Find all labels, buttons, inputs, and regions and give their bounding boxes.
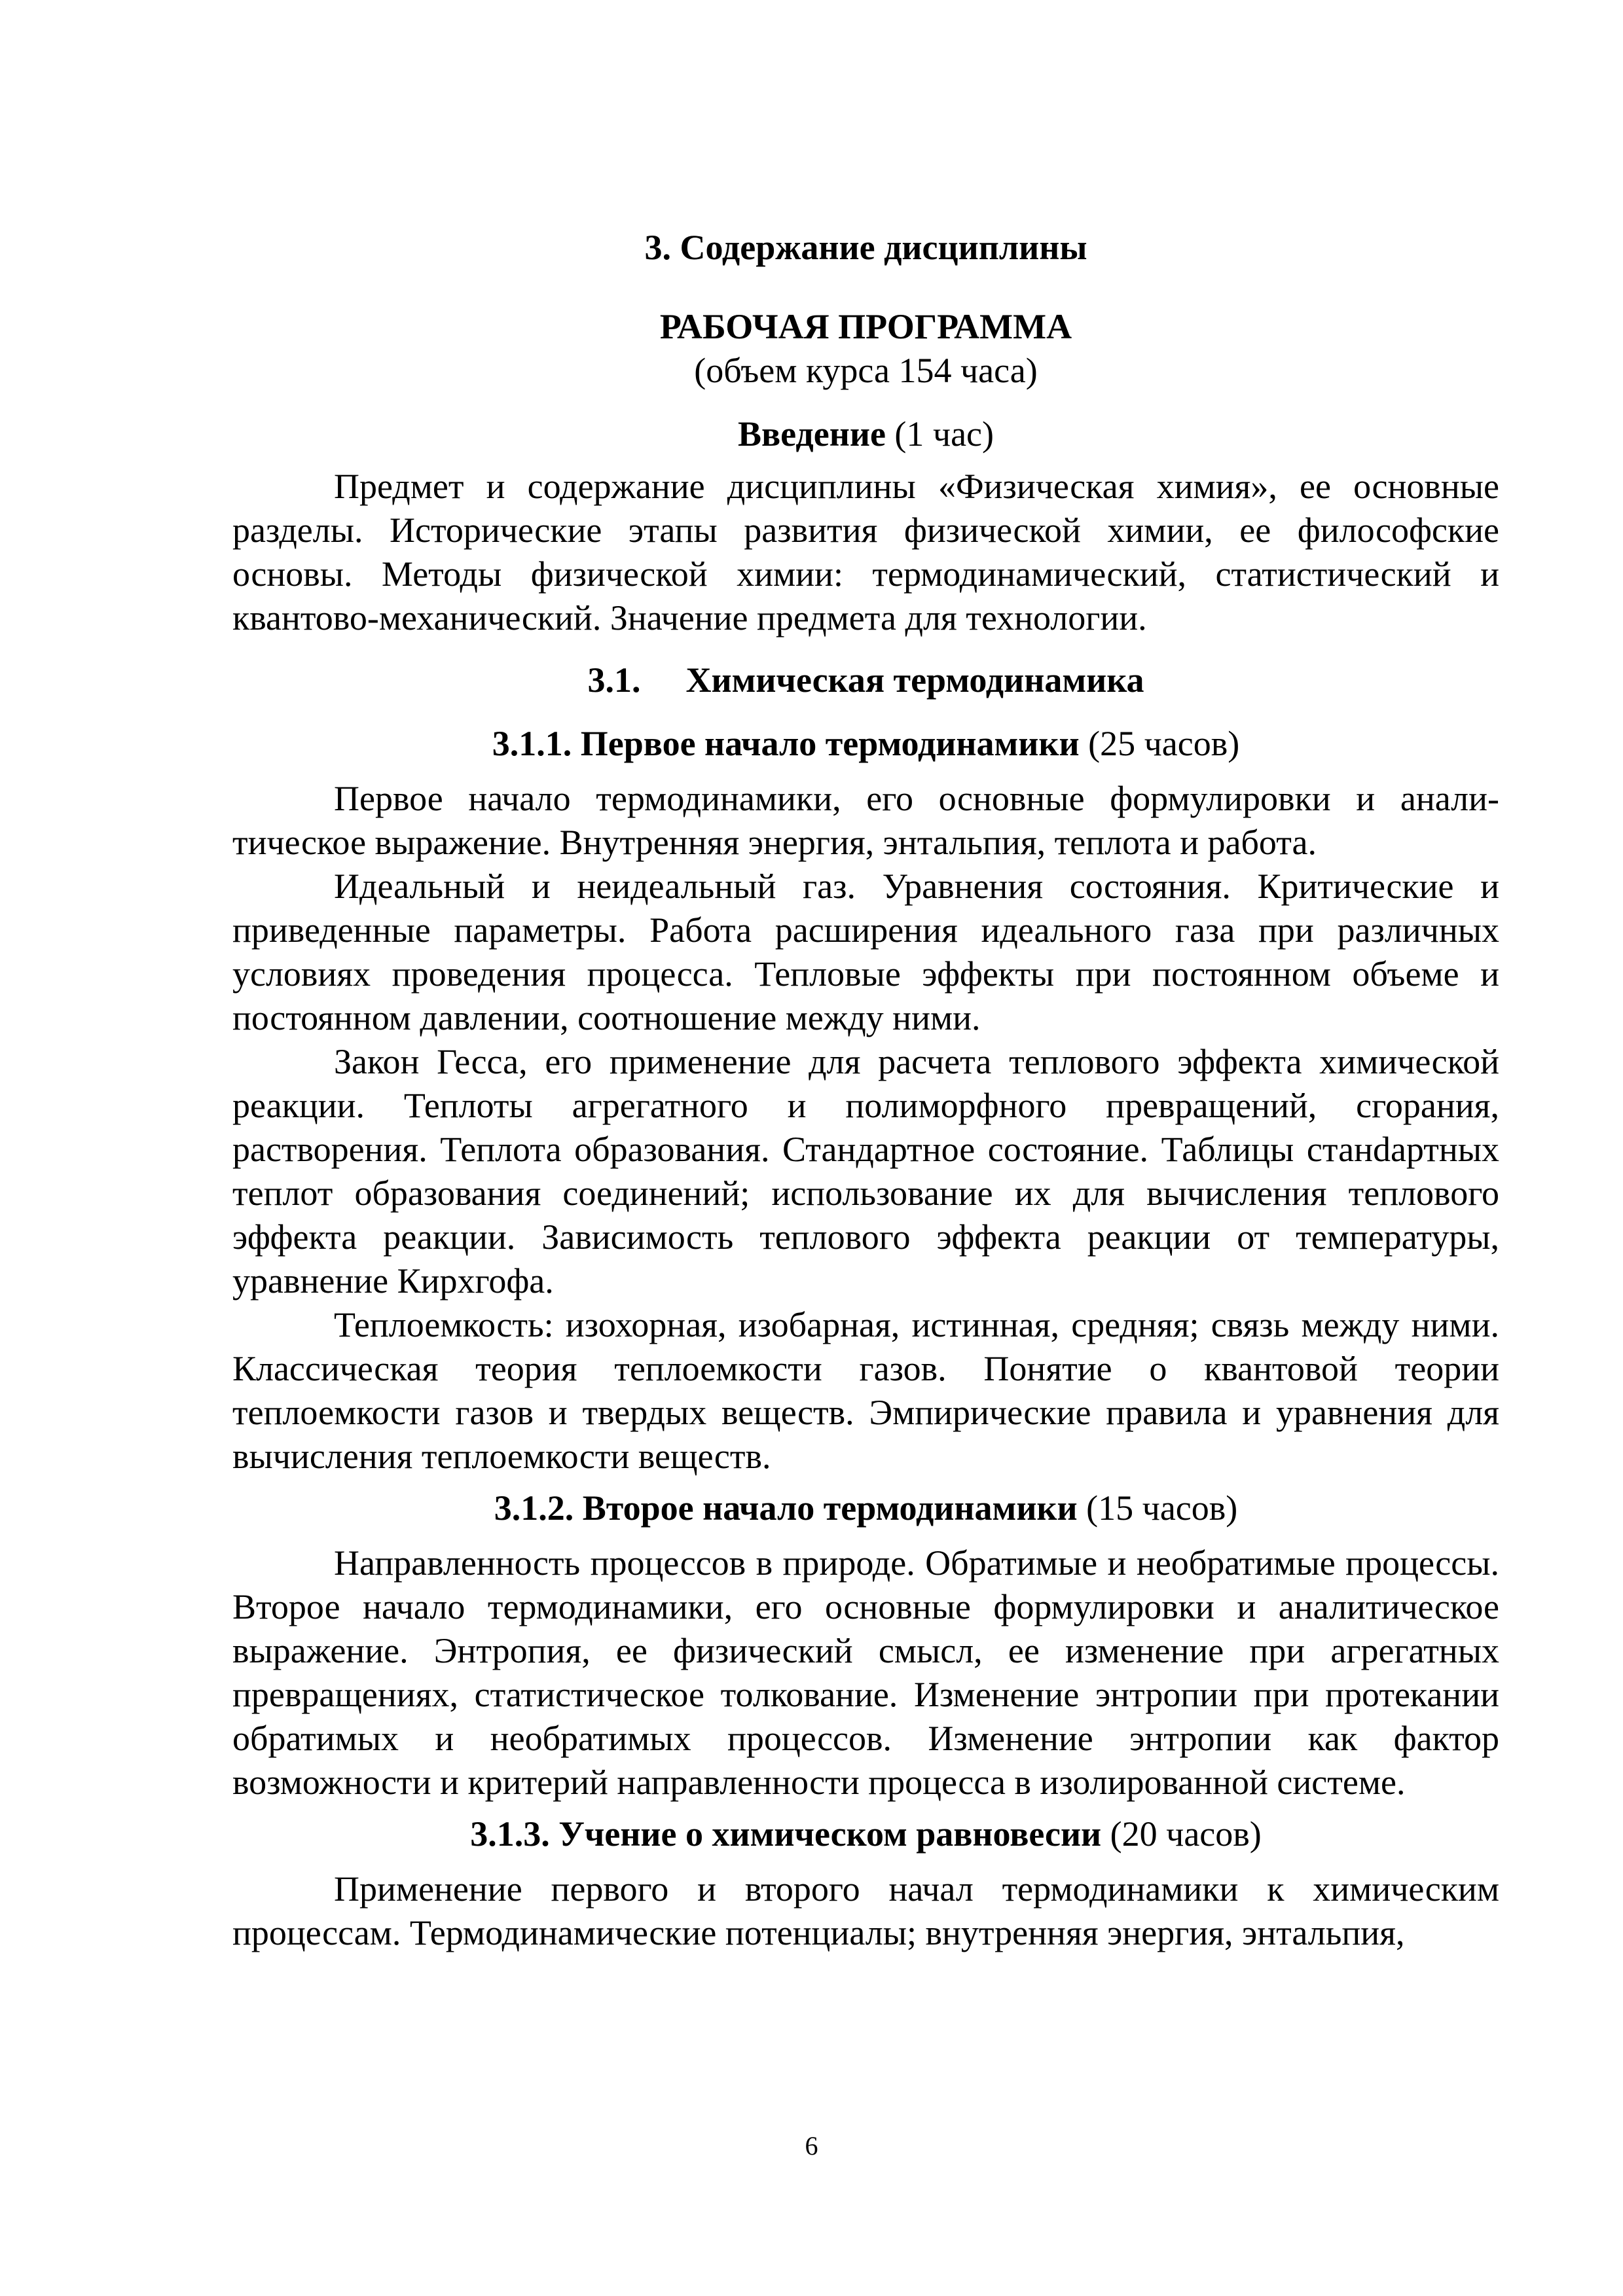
intro-paragraph: Предмет и содержание дисциплины «Физическая химия», ее основные разделы. Исторические этапы развития физической химии, ее философские основы. Методы физической химии: термодинамический, статистический и квантово-механический. Значение предмета для технологии.: [232, 467, 1499, 637]
subsection-3-1-1-hours: (25 часов): [1079, 724, 1240, 763]
section-3-1-heading: [232, 658, 1499, 702]
intro-hours: (1 час): [885, 414, 994, 454]
subsection-3-1-3-heading: [232, 1812, 1499, 1856]
paragraph-3-1-2-a: Направленность процессов в природе. Обратимые и необратимые процессы. Второе начало термодинамики, его основные формулировки и аналитическое выражение. Энтропия, ее физический смысл, ее изменение при агрегатных превращениях, статистическое толкование. Изменение энтропии при протекании обратимых и необратимых процессов. Изменение энтропии как фактор возможности и критерий направленности процесса в изолированной системе.: [232, 1543, 1499, 1802]
document-page: [232, 226, 1499, 1955]
paragraph-3-1-1-c: Закон Гесса, его применение для расчета теплового эффекта химической реакции. Теплоты агрегатного и полиморфного превращений, сгорания, растворения. Теплота образования. Стандартное состояние. Таблицы станdартных теплот образования соединений; использование их для вычисления теплового эффекта реакции. Зависимость теплового эффекта реакции от температуры, уравнение Кирхгофа.: [232, 1042, 1499, 1300]
section-3-1-number: 3.1.: [587, 660, 641, 700]
subsection-3-1-1-heading: [232, 722, 1499, 766]
paragraph-3-1-3-a: Применение первого и второго начал термодинамики к химическим процессам. Термодинамические потенциалы; внутренняя энергия, энтальпия,: [232, 1869, 1499, 1952]
section-title: 3. Содержание дисциплины: [644, 228, 1087, 267]
subsection-3-1-2-hours: (15 часов): [1077, 1488, 1238, 1528]
intro-title: Введение: [738, 414, 886, 454]
intro-heading: [232, 412, 1499, 456]
program-title: РАБОЧАЯ ПРОГРАММА: [659, 307, 1072, 346]
section-3-1-title: Химическая термодинамика: [685, 660, 1144, 700]
subsection-3-1-3-hours: (20 часов): [1101, 1814, 1262, 1854]
course-volume: (объем курса 154 часа): [694, 351, 1038, 390]
subsection-3-1-2-heading: [232, 1486, 1499, 1530]
paragraph-3-1-1-a: Первое начало термодинамики, его основные формулировки и аналитическое выражение. Внутренняя энергия, энтальпия, теплота и работа.: [232, 779, 1499, 862]
subsection-3-1-3-title: 3.1.3. Учение о химическом равновесии: [470, 1814, 1102, 1854]
subsection-3-1-2-title: 3.1.2. Второе начало термодинамики: [494, 1488, 1078, 1528]
page-number: 6: [805, 2131, 818, 2161]
paragraph-3-1-1-d: Теплоемкость: изохорная, изобарная, истинная, средняя; связь между ними. Классическая теория теплоемкости газов. Понятие о квантовой теории теплоемкости газов и твердых веществ. Эмпирические правила и уравнения для вычисления теплоемкости веществ.: [232, 1305, 1499, 1476]
subsection-3-1-1-title: 3.1.1. Первое начало термодинамики: [492, 724, 1080, 763]
paragraph-3-1-1-b: Идеальный и неидеальный газ. Уравнения состояния. Критические и приведенные параметры. Работа расширения идеального газа при различных условиях проведения процесса. Тепловые эффекты при постоянном объеме и постоянном давлении, соотношение между ними.: [232, 867, 1499, 1037]
